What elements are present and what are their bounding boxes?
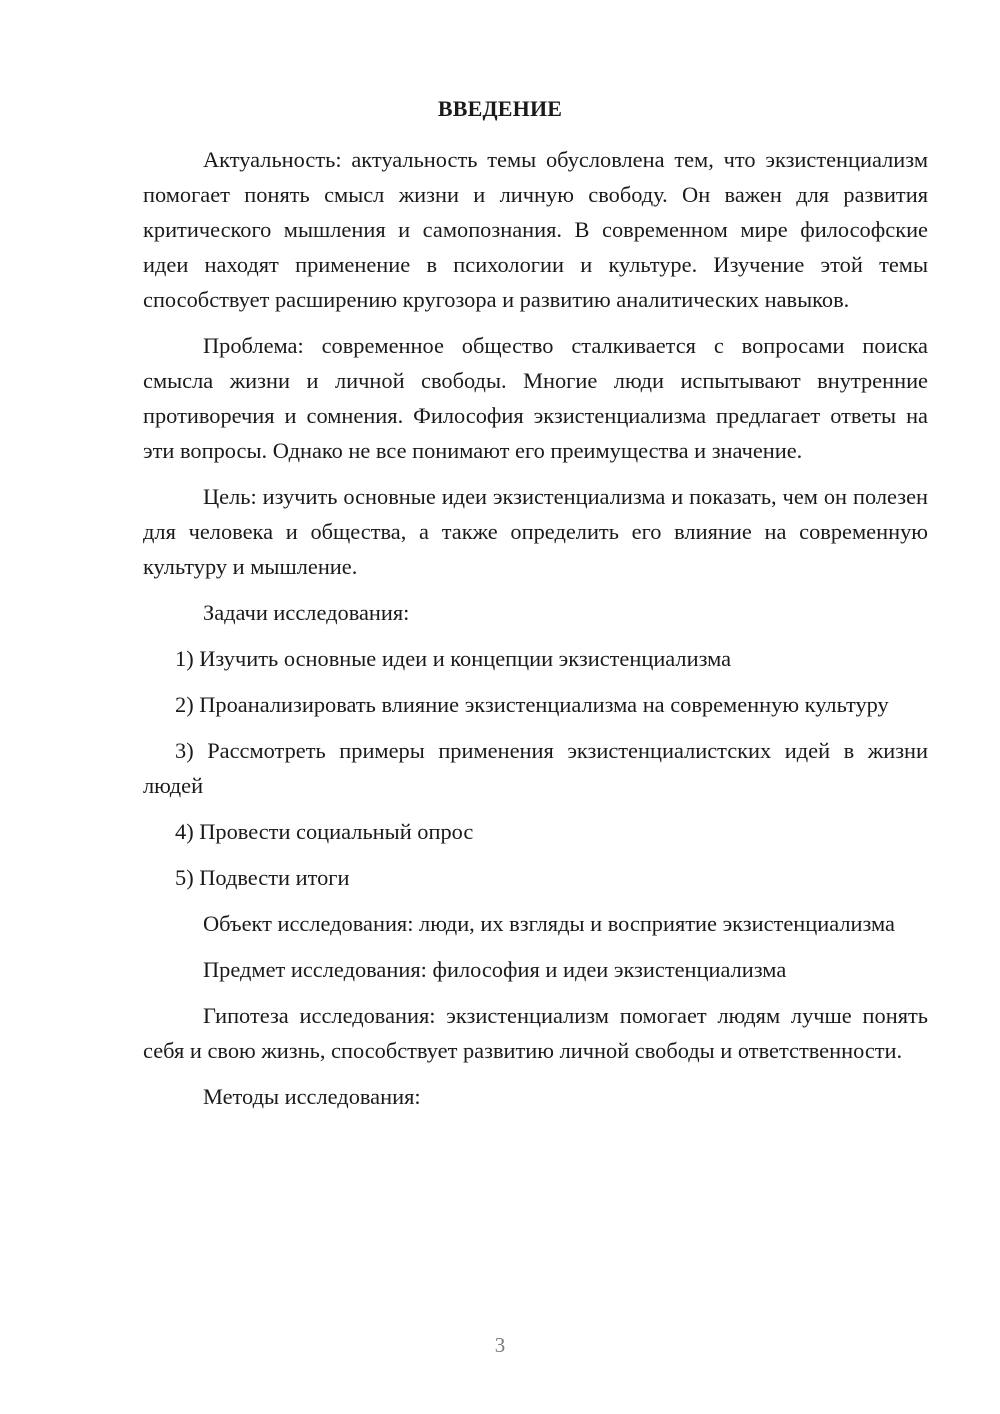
paragraph-subject: Предмет исследования: философия и идеи экзистенциализма <box>203 957 787 982</box>
paragraph-goal: Цель: изучить основные идеи экзистенциализма и показать, чем он полезен для человека и общества, а также определить его влияние на современную культуру и мышление. <box>143 484 928 579</box>
paragraph-object: Объект исследования: люди, их взгляды и восприятие экзистенциализма <box>203 911 895 936</box>
list-item-task-1: 1) Изучить основные идеи и концепции экзистенциализма <box>175 646 732 671</box>
paragraph-hypothesis: Гипотеза исследования: экзистенциализм помогает людям лучше понять себя и свою жизнь, способствует развитию личной свободы и ответственности. <box>143 1003 928 1063</box>
paragraph-tasks-heading: Задачи исследования: <box>203 600 410 625</box>
paragraph-relevance: Актуальность: актуальность темы обусловлена тем, что экзистенциализм помогает понять смысл жизни и личную свободу. Он важен для развития критического мышления и самопознания. В современном мире философские идеи находят применение в психологии и культуре. Изучение этой темы способствует расширению кругозора и развитию аналитических навыков. <box>143 147 928 312</box>
page-title: ВВЕДЕНИЕ <box>437 96 563 121</box>
list-item-task-3: 3) Рассмотреть примеры применения экзистенциалистских идей в жизни людей <box>143 738 928 798</box>
list-item-task-2: 2) Проанализировать влияние экзистенциализма на современную культуру <box>175 692 889 717</box>
list-item-task-4: 4) Провести социальный опрос <box>175 819 474 844</box>
document-body <box>143 142 928 1125</box>
paragraph-methods: Методы исследования: <box>203 1084 421 1109</box>
paragraph-problem: Проблема: современное общество сталкивается с вопросами поиска смысла жизни и личной свободы. Многие люди испытывают внутренние противоречия и сомнения. Философия экзистенциализма предлагает ответы на эти вопросы. Однако не все понимают его преимущества и значение. <box>143 333 928 463</box>
page-number: 3 <box>494 1333 506 1357</box>
list-item-task-5: 5) Подвести итоги <box>175 865 350 890</box>
